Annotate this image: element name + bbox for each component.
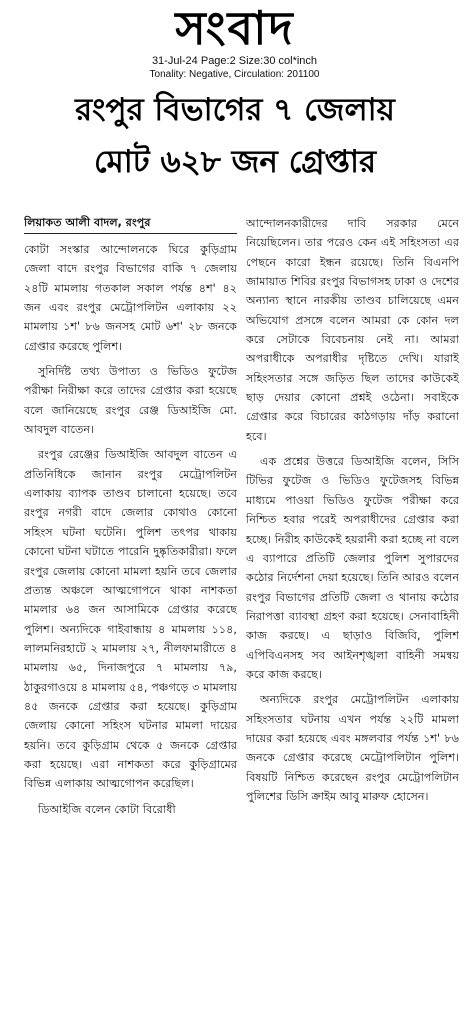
left-paragraph: ডিআইজি বলেন কোটা বিরোধী <box>38 802 176 816</box>
clip-stats: Tonality: Negative, Circulation: 201100 <box>149 69 320 80</box>
article-column-right <box>246 214 459 1016</box>
right-paragraph: অন্যদিকে রংপুর মেট্রোপলিটন এলাকায় সহিংসতার ঘটনায় এখন পর্যন্ত ২২টি মামলা দায়ের করা হয়েছে এবং মঙ্গলবার পর্যন্ত ১শ' ৮৬ জনকে গ্রেপ্তার করেছে মেট্রোপলিটান পুলিশ। বিষয়টি নিশ্চিত করেছেন রংপুর মেট্রোপলিটান পুলিশের ডিসি ক্রাইম আবু মারুফ হোসেন। <box>246 693 459 803</box>
headline-line-2: মোট ৬২৮ জন গ্রেপ্তার <box>93 144 377 180</box>
clip-info: 31-Jul-24 Page:2 Size:30 col*inch <box>151 55 318 67</box>
right-paragraph: এক প্রশ্নের উত্তরে ডিআইজি বলেন, সিসি টিভির ফুটেজ ও ভিডিও ফুটেজসহ বিভিন্ন মাধ্যমে পাওয়া ভিডিও ফুটেজ পরীক্ষা করে নিশ্চিত হবার পরেই অপরাধীদের গ্রেপ্তার করা হচ্ছে। নিরীহ কাউকেই হয়রানী করা হচ্ছে না বলে এ ব্যাপারে প্রতিটি জেলার পুলিশ সুপারদের কঠোর নির্দেশনা দেয়া হয়েছে। তিনি আরও বলেন রংপুর বিভাগের প্রতিটি জেলা ও থানায় কঠোর নিরাপত্তা ব্যাবস্থা গ্রহণ করা হয়েছে। সেনাবাহিনী কাজ করছে। এ ছাড়াও বিজিবি, পুলিশ এপিবিএনসহ সব আইনশৃঙ্খলা বাহিনী সমন্বয় করে কাজ করছে। <box>246 455 459 681</box>
right-paragraph: আন্দোলনকারীদের দাবি সরকার মেনে নিয়েছিলেন। তার পরেও কেন এই সহিংসতা এর পেছনে কারো ইন্ধন রয়েছে। তিনি বিএনপি জামায়াত শিবির রংপুর বিভাগসহ ঢাকা ও দেশের অন্যান্য স্থানে নারকীয় তাণ্ডব চালিয়েছে এমন অভিযোগ প্রসঙ্গে বলেন আমরা কে কোন দল করে সেটাকে বিবেচনায় নেই না। আমরা অপরাধীকে অপরাধীর দৃষ্টিতে দেখি। যারাই সহিংসতার সঙ্গে জড়িত ছিল তাদের কাউকেই ছাড় দেয়ার কোনো প্রশ্নই ওঠেনা। সবাইকে গ্রেপ্তার করে বিচারের কাঠগড়ায় দাঁড় করানো হবে। <box>246 217 459 443</box>
left-paragraph: কোটা সংস্কার আন্দোলনকে ঘিরে কুড়িগ্রাম জেলা বাদে রংপুর বিভাগের বাকি ৭ জেলায় ২৪টি মামলায় গতকাল সকাল পর্যন্ত ৪শ' ৪২ জন এবং রংপুর মেট্রোপলিটন এলাকায় ২২ মামলায় ১শ' ৮৬ জনসহ মোট ৬শ' ২৮ জনকে গ্রেপ্তার করেছে পুলিশ। <box>24 243 237 353</box>
headline-line-1: রংপুর বিভাগের ৭ জেলায় <box>75 92 395 128</box>
left-paragraph: রংপুর রেঞ্জের ডিআইজি আবদুল বাতেন এ প্রতিনিধিকে জানান রংপুর মেট্রোপলিটন এলাকায় ব্যাপক তাণ্ডব চালানো হয়েছে। তবে রংপুর নগরী বাদে জেলার কোথাও কোনো সহিংস ঘটনা ঘটেনি। পুলিশ তৎপর থাকায় কোনো ঘটনা ঘটাতে পারেনি দুষ্কৃতিকারীরা। ফলে রংপুর জেলায় কোনো মামলা হয়নি তবে জেলার প্রত্যন্ত অঞ্চলে আত্মগোপনে থাকা নাশকতা মামলার ৬৪ জন আসামিকে গ্রেপ্তার করেছে পুলিশ। অন্যদিকে গাইবান্ধায় ৪ মামলায় ১১৪, লালমনিরহাটে ২ মামলায় ২৭, নীলফামারীতে ৪ মামলায় ৬৫, দিনাজপুরে ৭ মামলায় ৭৯, ঠাকুরগাওয়ে ৪ মামলায় ৫৪, পঞ্চগড়ে ৩ মামলায় ৪৫ জনকে গ্রেপ্তার করা হয়েছে। কুড়িগ্রাম জেলায় কোনো সহিংস ঘটনার মামলা দায়ের হয়নি। তবে কুড়িগ্রাম থেকে ৫ জনকে গ্রেপ্তার করা হয়েছে। এরা নাশকতা করে কুড়িগ্রামের বিভিন্ন এলাকায় আত্মগোপন করেছিল। <box>24 448 237 791</box>
article-column-left <box>24 214 237 1016</box>
byline: লিয়াকত আলী বাদল, রংপুর <box>24 214 237 234</box>
left-paragraph: সুনির্দিষ্ট তথ্য উপাত্য ও ভিডিও ফুটেজ পরীক্ষা নিরীক্ষা করে তাদের গ্রেপ্তার করা হয়েছে বলে জানিয়েছে রংপুর রেঞ্জ ডিআইজি মো. আবদুল বাতেন। <box>24 365 237 437</box>
newspaper-masthead-logo: সংবাদ <box>175 1 295 55</box>
